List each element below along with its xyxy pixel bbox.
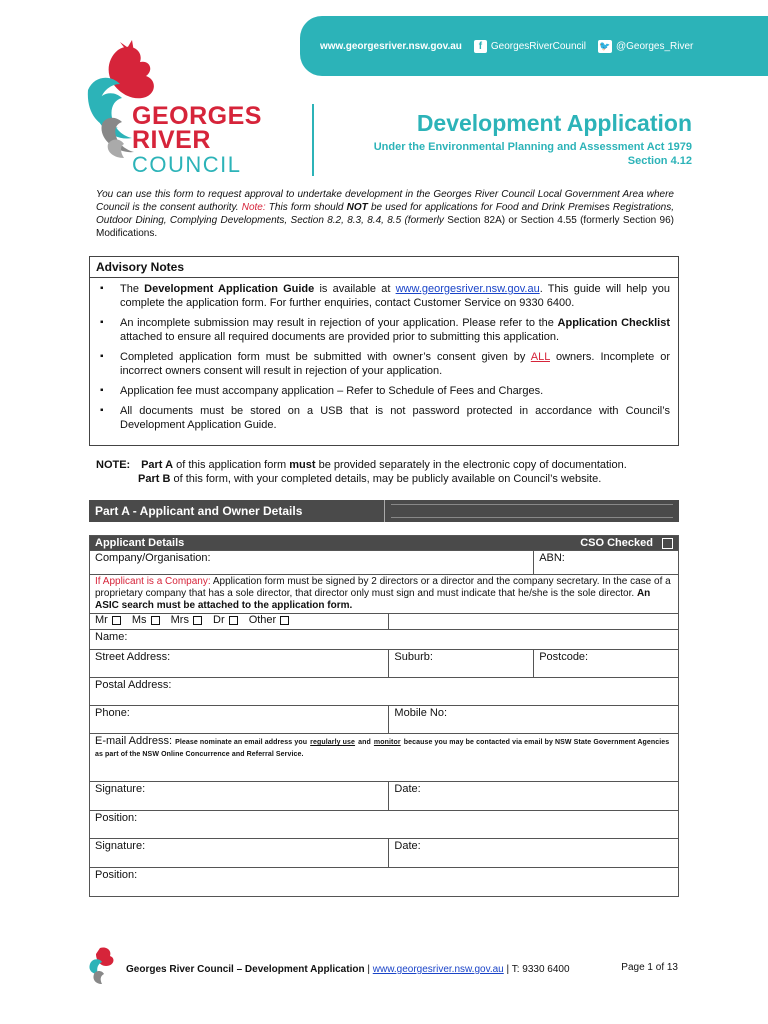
adv3-b: ALL <box>530 351 550 363</box>
note-block <box>96 458 676 486</box>
title-blank <box>389 614 679 630</box>
table-row <box>90 678 679 706</box>
adv1-d: . This guide will help you complete the application form. For further enquiries, contact Customer Service on 9330 6400. <box>120 283 671 309</box>
abn-field[interactable]: ABN: <box>534 551 679 575</box>
note-part-a: Part A <box>141 459 174 471</box>
advisory-item <box>100 316 670 344</box>
date-field-2[interactable]: Date: <box>389 839 679 868</box>
title-other: Other <box>248 614 277 626</box>
title-options <box>90 614 389 630</box>
adv5: All documents must be stored on a USB that is not password protected in accordance with Council’s Development Application Guide. <box>120 405 670 431</box>
note-label: NOTE: <box>96 459 131 471</box>
date-field-1[interactable]: Date: <box>389 782 679 811</box>
email-note-regularly: regularly use <box>310 739 356 746</box>
asic-note: An ASIC search must be attached to the application form. <box>95 588 651 611</box>
advisory-item <box>100 404 670 432</box>
footer-logo-icon <box>88 946 122 986</box>
applicant-form <box>89 535 679 897</box>
adv1-c: is available at <box>319 283 391 295</box>
table-row <box>90 650 679 678</box>
table-row <box>90 811 679 839</box>
adv1-a: The <box>120 283 139 295</box>
logo-line-1: GEORGES <box>132 102 262 130</box>
guide-link[interactable]: www.georgesriver.nsw.gov.au <box>395 283 540 295</box>
footer-title: Georges River Council – Development Application <box>126 964 365 975</box>
if-company-label: If Applicant is a Company: <box>95 576 211 587</box>
logo-line-3: COUNCIL <box>132 152 242 177</box>
adv3-c: owners. Incomplete or incorrect owners consent will result in rejection of your application. <box>120 351 671 377</box>
header-bar <box>300 16 768 76</box>
position-field-2[interactable]: Position: <box>90 868 679 897</box>
subtitle-act: Under the Environmental Planning and Assessment Act 1979 <box>373 141 692 153</box>
suburb-field[interactable]: Suburb: <box>389 650 534 678</box>
mobile-field[interactable]: Mobile No: <box>389 706 679 734</box>
applicant-details-header <box>90 536 679 551</box>
adv2-a: An incomplete submission may result in rejection of your application. Please refer to the <box>120 317 554 329</box>
adv4: Application fee must accompany application – Refer to Schedule of Fees and Charges. <box>120 385 544 397</box>
company-note <box>90 575 679 614</box>
advisory-item <box>100 350 670 378</box>
advisory-list <box>90 278 678 432</box>
dr-checkbox[interactable] <box>229 616 238 625</box>
part-a-title: Part A - Applicant and Owner Details <box>89 500 385 522</box>
cso-checkbox[interactable] <box>662 538 673 549</box>
table-row <box>90 706 679 734</box>
advisory-item <box>100 282 670 310</box>
note-part-b: Part B <box>138 473 171 485</box>
phone-field[interactable]: Phone: <box>90 706 389 734</box>
email-field[interactable] <box>90 734 679 782</box>
name-field[interactable]: Name: <box>90 630 679 650</box>
intro-part-2: This form should <box>268 202 344 213</box>
footer-text <box>126 964 570 975</box>
email-label: E-mail Address: <box>95 735 173 747</box>
intro-not: NOT <box>346 202 368 213</box>
adv2-b: Application Checklist <box>557 317 670 329</box>
email-note-2: and <box>358 739 371 746</box>
title-mrs: Mrs <box>170 614 189 626</box>
header-url[interactable]: www.georgesriver.nsw.gov.au <box>320 40 462 52</box>
page-title: Development Application <box>416 110 692 136</box>
table-row <box>90 782 679 811</box>
adv3-a: Completed application form must be submitted with owner’s consent given by <box>120 351 526 363</box>
intro-text <box>96 188 674 240</box>
table-row <box>90 614 679 630</box>
logo-line-2: RIVER <box>132 126 211 154</box>
footer-sep: | <box>367 964 370 975</box>
intro-note-label: Note: <box>241 202 266 213</box>
intro-part-3: be used for applications for Food and Drink Premises Registrations, Outdoor Dining, Complying Developments, Section 8.2, 8.3, 8.4, 8.5 (formerly <box>96 202 674 226</box>
subtitle-section: Section 4.12 <box>627 155 692 167</box>
note-a-text2: be provided separately in the electronic copy of documentation. <box>318 459 627 471</box>
twitter-handle: @Georges_River <box>615 40 694 52</box>
twitter-link[interactable] <box>598 40 693 53</box>
note-must: must <box>289 459 316 471</box>
table-row <box>90 551 679 575</box>
postal-address-field[interactable]: Postal Address: <box>90 678 679 706</box>
signature-field-1[interactable]: Signature: <box>90 782 389 811</box>
footer <box>88 946 688 986</box>
company-field[interactable]: Company/Organisation: <box>90 551 534 575</box>
note-b-text: of this form, with your completed details, may be publicly available on Council’s website. <box>173 473 602 485</box>
page-number: Page 1 of 13 <box>621 962 678 973</box>
table-row <box>90 575 679 614</box>
company-note-text: Application form must be signed by 2 directors or a director and the company secretary. In the case of a proprietary company that has a sole director, that director only must sign and must indicate that he/she is the sole director. <box>95 576 671 599</box>
title-ms: Ms <box>131 614 147 626</box>
mrs-checkbox[interactable] <box>193 616 202 625</box>
twitter-icon: 🐦 <box>599 40 611 51</box>
advisory-item <box>100 384 670 398</box>
part-a-filler <box>391 504 673 518</box>
facebook-link[interactable] <box>474 40 586 53</box>
part-a-header <box>89 500 679 522</box>
position-field-1[interactable]: Position: <box>90 811 679 839</box>
title-dr: Dr <box>213 614 225 626</box>
email-note-3: because you may be contacted via email by NSW State Government Agencies as part of the NSW Online Concurrence and Referral Service. <box>95 739 670 758</box>
facebook-icon: f <box>474 40 487 53</box>
facebook-handle: GeorgesRiverCouncil <box>490 40 586 52</box>
email-note-monitor: monitor <box>373 739 401 746</box>
footer-phone: | T: 9330 6400 <box>506 964 570 975</box>
cso-checked-cell <box>534 536 679 551</box>
intro-part-4: Section 82A) or Section 4.55 (formerly Section 96) Modifications. <box>96 215 675 239</box>
applicant-details-label: Applicant Details <box>90 536 534 551</box>
table-row <box>90 839 679 868</box>
other-checkbox[interactable] <box>280 616 289 625</box>
title-block <box>374 110 692 168</box>
table-row <box>90 868 679 897</box>
mr-checkbox[interactable] <box>112 616 121 625</box>
title-mr: Mr <box>95 614 108 626</box>
adv1-b: Development Application Guide <box>144 283 315 295</box>
street-address-field[interactable]: Street Address: <box>90 650 389 678</box>
ms-checkbox[interactable] <box>151 616 160 625</box>
email-note-1: Please nominate an email address you <box>175 739 308 746</box>
intro-part-1: You can use this form to request approval to undertake development in the Georges River Council Local Government Area where Council is the consent authority. <box>96 189 674 213</box>
advisory-heading: Advisory Notes <box>90 257 678 278</box>
table-row <box>90 734 679 782</box>
cso-checked-label: CSO Checked <box>580 537 653 549</box>
note-a-text1: of this application form <box>176 459 287 471</box>
signature-field-2[interactable]: Signature: <box>90 839 389 868</box>
logo-wordmark <box>132 104 262 178</box>
footer-link[interactable]: www.georgesriver.nsw.gov.au <box>372 964 504 975</box>
header-divider <box>312 104 314 176</box>
postcode-field[interactable]: Postcode: <box>534 650 679 678</box>
table-row <box>90 630 679 650</box>
adv2-c: attached to ensure all required documents are provided prior to submitting this application. <box>120 331 560 343</box>
advisory-notes-box <box>89 256 679 446</box>
